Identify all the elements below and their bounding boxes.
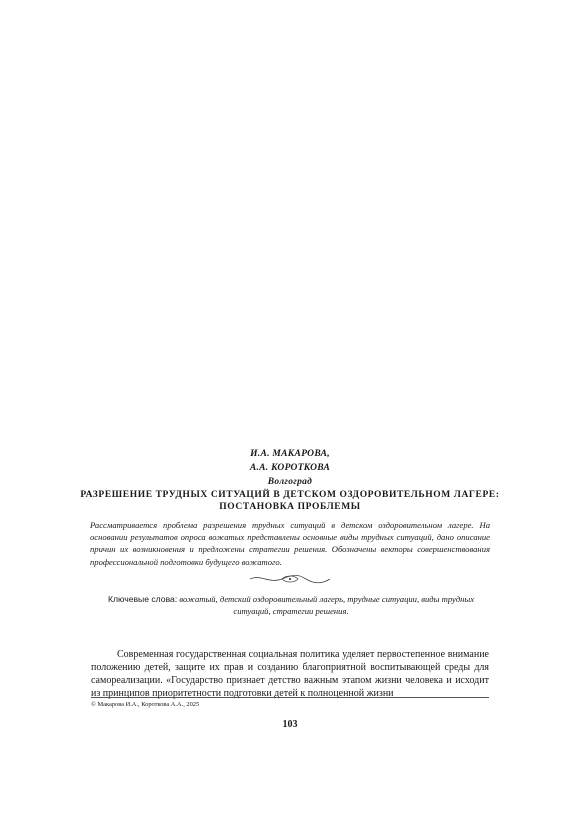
body-paragraph: Современная государственная социальная политика уделяет первостепенное внимание положению детей, защите их прав и созданию благоприятной воспитывающей среды для самореализации. «Государство признает детство важным этапом жизни человека и исходит из принципов приоритетности подготовки детей к полноценной жизни bbox=[91, 649, 489, 699]
article-title: РАЗРЕШЕНИЕ ТРУДНЫХ СИТУАЦИЙ В ДЕТСКОМ ОЗДОРОВИТЕЛЬНОМ ЛАГЕРЕ: ПОСТАНОВКА ПРОБЛЕМЫ bbox=[80, 490, 500, 512]
decorative-swirl-divider-icon bbox=[248, 573, 332, 585]
footnote-divider bbox=[91, 697, 489, 698]
author-name-1: И.А. МАКАРОВА, bbox=[250, 449, 330, 459]
copyright-footnote: © Макарова И.А., Короткова А.А., 2025 bbox=[91, 701, 200, 708]
author-block bbox=[0, 447, 580, 489]
keywords-block bbox=[96, 593, 486, 617]
page-number: 103 bbox=[282, 719, 298, 730]
keywords-label: Ключевые слова: bbox=[107, 594, 178, 604]
keywords-text: вожатый, детский оздоровительный лагерь, трудные ситуации, виды трудных ситуаций, стратегии решения. bbox=[177, 594, 475, 616]
author-name-2: А.А. КОРОТКОВА bbox=[249, 463, 331, 473]
author-city: Волгоград bbox=[267, 477, 313, 487]
article-abstract: Рассматривается проблема разрешения трудных ситуаций в детском оздоровительном лагере. На основании результатов опроса вожатых представлены основные виды трудных ситуаций, дано описание причин их возникновения и предложены стратегии решения. Обозначены векторы совершенствования профессиональной подготовки будущего вожатого. bbox=[90, 520, 490, 567]
article-body bbox=[91, 648, 489, 700]
